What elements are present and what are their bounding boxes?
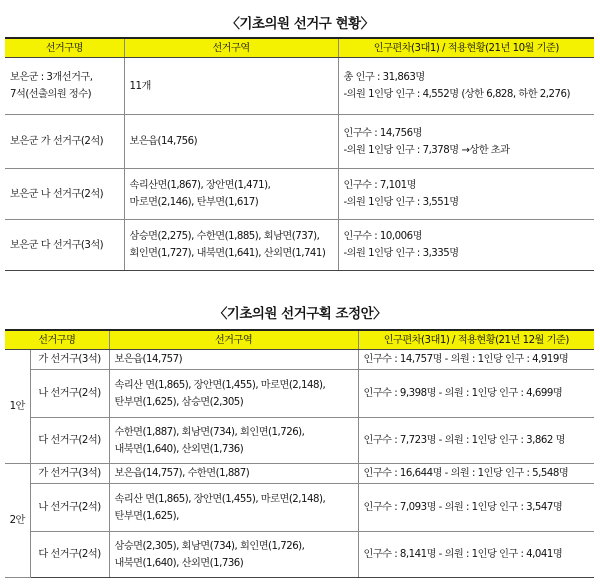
cell-line: -의원 1인당 인구 : 4,552명 (상한 6,828, 하한 2,276) (343, 89, 570, 100)
table-row (5, 115, 594, 169)
district-area-cell (109, 370, 358, 418)
cell-line: 내북면(1,640), 산외면(1,736) (114, 557, 244, 569)
cell-line: 보은군 다 선거구(3석) (10, 239, 104, 251)
header-population: 인구편차(3대1) / 적용현황(21년 10월 기준) (338, 38, 594, 58)
cell-line: 보은군 : 3개선거구, (10, 72, 93, 83)
header-district-area: 선거구역 (109, 330, 358, 350)
cell-line: 보은군 가 선거구(2석) (10, 136, 104, 147)
cell-line: 삼승면(2,275), 수한면(1,885), 회남면(737), (129, 231, 320, 242)
district-area-cell (109, 532, 358, 578)
district-area-cell (124, 115, 338, 169)
district-status-table (5, 37, 594, 271)
population-cell (338, 115, 594, 169)
district-name-cell: 다 선거구(2석) (30, 532, 109, 578)
plan-label-cell: 1안 (5, 350, 30, 464)
table-row (5, 532, 594, 578)
cell-line: 속리산 면(1,865), 장안면(1,455), 마로면(2,148), (114, 379, 326, 391)
header-district-area: 선거구역 (124, 38, 338, 58)
cell-line: 속리산면(1,867), 장안면(1,471), (129, 180, 271, 191)
population-cell (338, 169, 594, 220)
district-area-cell (124, 169, 338, 220)
cell-line: 보은읍(14,757) (114, 354, 183, 365)
population-cell: 인구수 : 8,141명 - 의원 : 1인당 인구 : 4,041명 (358, 532, 594, 578)
cell-line: 마로면(2,146), 탄부면(1,617) (129, 197, 259, 208)
cell-line: 탄부면(1,625), 삼승면(2,305) (114, 396, 244, 408)
table-row (5, 464, 594, 484)
cell-line: 보은읍(14,756) (129, 136, 198, 147)
district-area-cell (124, 58, 338, 115)
cell-line: 11개 (129, 80, 151, 92)
header-district-name: 선거구명 (5, 38, 124, 58)
cell-line: 인구수 : 7,101명 (343, 180, 416, 191)
district-name-cell (5, 115, 124, 169)
cell-line: 7석(선출의원 정수) (10, 89, 92, 100)
district-name-cell (5, 169, 124, 220)
district-area-cell (109, 350, 358, 370)
table-row (5, 169, 594, 220)
district-adjustment-table (5, 329, 594, 578)
cell-line: 회인면(1,727), 내북면(1,641), 산외면(1,741) (129, 248, 326, 259)
district-name-cell: 다 선거구(2석) (30, 418, 109, 464)
population-cell (338, 58, 594, 115)
header-population: 인구편차(3대1) / 적용현황(21년 12월 기준) (358, 330, 594, 350)
table2-title: 〈기초의원 선거구획 조정안〉 (213, 306, 387, 322)
table-row (5, 58, 594, 115)
cell-line: 삼승면(2,305), 회남면(734), 회인면(1,726), (114, 540, 305, 552)
table-row (5, 370, 594, 418)
cell-line: 보은군 나 선거구(2석) (10, 188, 104, 200)
district-name-cell: 가 선거구(3석) (30, 464, 109, 484)
table-header-row (5, 38, 594, 58)
population-cell (338, 220, 594, 271)
cell-line: 수한면(1,887), 회남면(734), 회인면(1,726), (114, 426, 305, 438)
header-district-name: 선거구명 (5, 330, 109, 350)
district-area-cell (109, 418, 358, 464)
cell-line: 인구수 : 10,006명 (343, 231, 422, 242)
table-row (5, 350, 594, 370)
table-header-row (5, 330, 594, 350)
district-area-cell (109, 464, 358, 484)
population-cell: 인구수 : 7,723명 - 의원 : 1인당 인구 : 3,862 명 (358, 418, 594, 464)
cell-line: 인구수 : 14,756명 (343, 127, 422, 139)
cell-line: 총 인구 : 31,863명 (343, 72, 425, 83)
cell-line: 보은읍(14,757), 수한면(1,887) (114, 468, 250, 479)
district-name-cell (5, 58, 124, 115)
cell-line: -의원 1인당 인구 : 3,551명 (343, 197, 459, 208)
district-area-cell (109, 484, 358, 532)
population-cell: 인구수 : 9,398명 - 의원 : 1인당 인구 : 4,699명 (358, 370, 594, 418)
table1-title: 〈기초의원 선거구 현황〉 (226, 16, 374, 32)
district-name-cell (5, 220, 124, 271)
cell-line: 내북면(1,640), 산외면(1,736) (114, 443, 244, 455)
district-name-cell: 나 선거구(2석) (30, 370, 109, 418)
district-area-cell (124, 220, 338, 271)
cell-line: 탄부면(1,625), (114, 510, 179, 522)
table-row (5, 418, 594, 464)
cell-line: -의원 1인당 인구 : 7,378명 →상한 초과 (343, 144, 510, 156)
cell-line: -의원 1인당 인구 : 3,335명 (343, 248, 459, 259)
table-row (5, 484, 594, 532)
cell-line: 속리산 면(1,865), 장안면(1,455), 마로면(2,148), (114, 493, 326, 505)
population-cell: 인구수 : 7,093명 - 의원 : 1인당 인구 : 3,547명 (358, 484, 594, 532)
population-cell: 인구수 : 14,757명 - 의원 : 1인당 인구 : 4,919명 (358, 350, 594, 370)
plan-label-cell: 2안 (5, 464, 30, 578)
table-row (5, 220, 594, 271)
district-name-cell: 가 선거구(3석) (30, 350, 109, 370)
population-cell: 인구수 : 16,644명 - 의원 : 1인당 인구 : 5,548명 (358, 464, 594, 484)
district-name-cell: 나 선거구(2석) (30, 484, 109, 532)
